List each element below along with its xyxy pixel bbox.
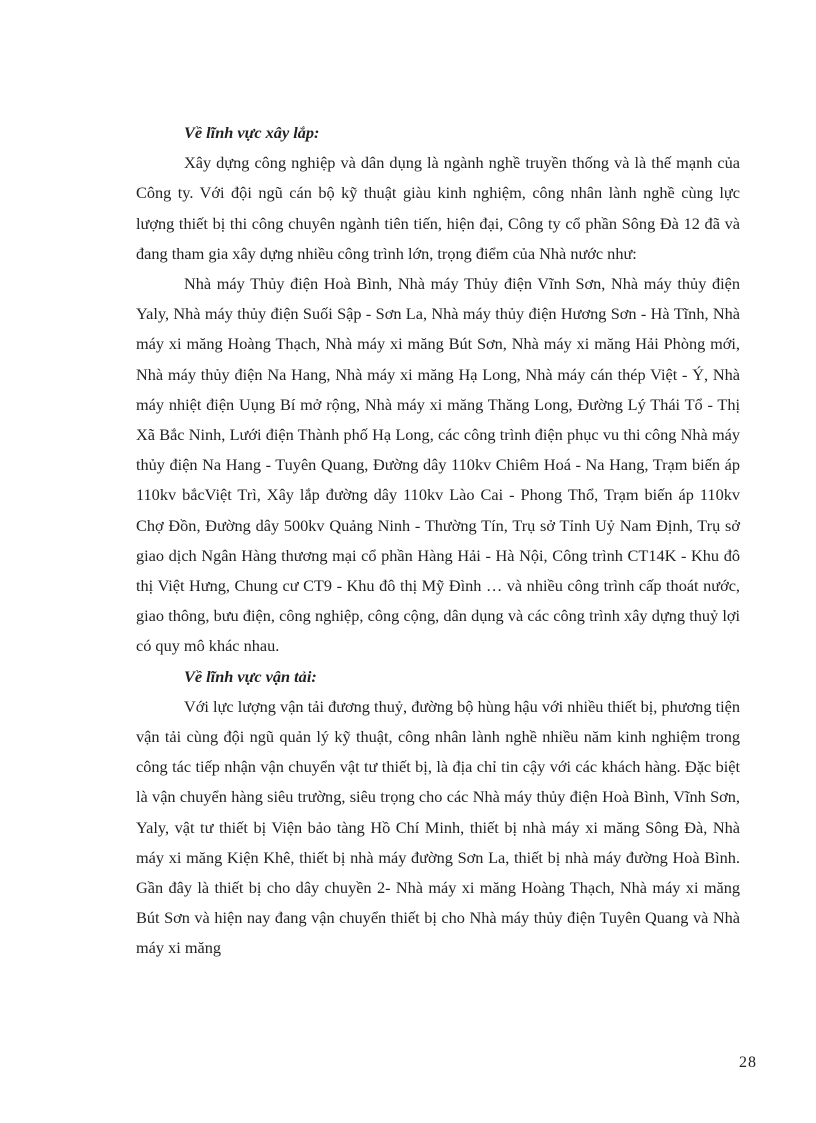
section-heading-construction: Về lĩnh vực xây lắp:	[184, 123, 320, 142]
page-body	[136, 118, 740, 964]
section-heading-transport: Về lĩnh vực vận tải:	[184, 666, 317, 686]
paragraph-construction-intro: Xây dựng công nghiệp và dân dụng là ngành nghề truyền thống và là thế mạnh của Công ty. Với đội ngũ cán bộ kỹ thuật giàu kinh nghiệm, công nhân lành nghề cùng lực lượng thiết bị thi công chuyên ngành tiên tiến, hiện đại, Công ty cổ phần Sông Đà 12 đã và đang tham gia xây dựng nhiều công trình lớn, trọng điểm của Nhà nước như:	[136, 153, 740, 263]
paragraph-transport: Với lực lượng vận tải đương thuỷ, đường bộ hùng hậu với nhiều thiết bị, phương tiện vận tải cùng đội ngũ quản lý kỹ thuật, công nhân lành nghề nhiều năm kinh nghiệm trong công tác tiếp nhận vận chuyển vật tư thiết bị, là địa chỉ tin cậy với các khách hàng. Đặc biệt là vận chuyển hàng siêu trường, siêu trọng cho các Nhà máy thủy điện Hoà Bình, Vĩnh Sơn, Yaly, vật tư thiết bị Viện bảo tàng Hồ Chí Minh, thiết bị nhà máy xi măng Sông Đà, Nhà máy xi măng Kiện Khê, thiết bị nhà máy đường Sơn La, thiết bị nhà máy đường Hoà Bình. Gần đây là thiết bị cho dây chuyền 2- Nhà máy xi măng Hoàng Thạch, Nhà máy xi măng Bút Sơn và hiện nay đang vận chuyển thiết bị cho Nhà máy thủy điện Tuyên Quang và Nhà máy xi măng	[136, 696, 740, 958]
page-number: 28	[739, 1054, 757, 1071]
paragraph-construction-projects: Nhà máy Thủy điện Hoà Bình, Nhà máy Thủy điện Vĩnh Sơn, Nhà máy thủy điện Yaly, Nhà máy thủy điện Suối Sập - Sơn La, Nhà máy thủy điện Hương Sơn - Hà Tĩnh, Nhà máy xi măng Hoàng Thạch, Nhà máy xi măng Bút Sơn, Nhà máy xi măng Hải Phòng mới, Nhà máy thủy điện Na Hang, Nhà máy xi măng Hạ Long, Nhà máy cán thép Việt - Ý, Nhà máy nhiệt điện Uụng Bí mở rộng, Nhà máy xi măng Thăng Long, Đường Lý Thái Tổ - Thị Xã Bắc Ninh, Lưới điện Thành phố Hạ Long, các công trình điện phục vu thi công Nhà máy thủy điện Na Hang - Tuyên Quang, Đường dây 110kv Chiêm Hoá - Na Hang, Trạm biến áp 110kv bắcViệt Trì, Xây lắp đường dây 110kv Lào Cai - Phong Thổ, Trạm biến áp 110kv Chợ Đồn, Đường dây 500kv Quảng Ninh - Thường Tín, Trụ sở Tỉnh Uỷ Nam Định, Trụ sở giao dịch Ngân Hàng thương mại cổ phần Hàng Hải - Hà Nội, Công trình CT14K - Khu đô thị Việt Hưng, Chung cư CT9 - Khu đô thị Mỹ Đình … và nhiều công trình cấp thoát nước, giao thông, bưu điện, công nghiệp, công cộng, dân dụng và các công trình xây dựng thuỷ lợi có quy mô khác nhau.	[136, 274, 740, 656]
